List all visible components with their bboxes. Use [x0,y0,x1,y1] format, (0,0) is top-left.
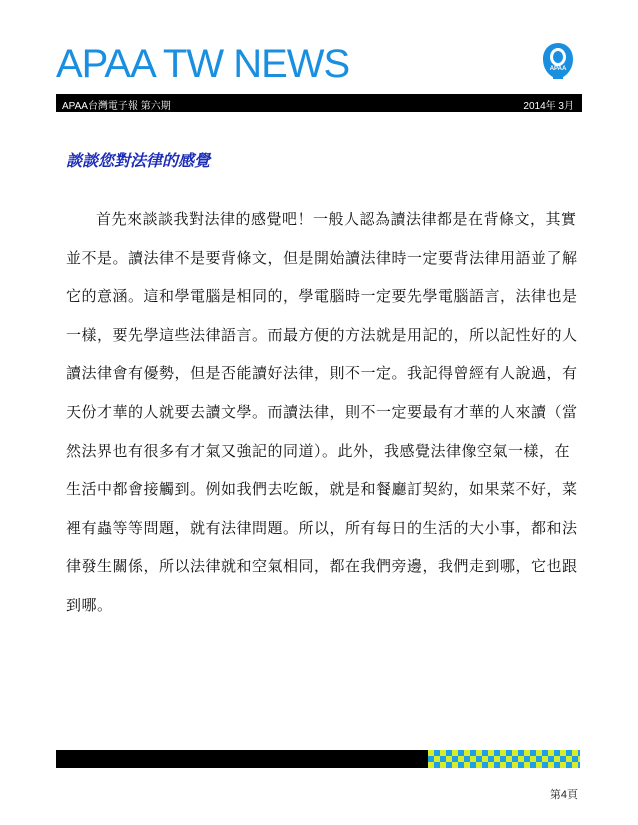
footer-bar [56,750,428,768]
issue-label: APAA台灣電子報 第六期 [62,101,171,112]
masthead-title: APAA TW NEWS [56,42,350,86]
article-title: 談談您對法律的感覺 [66,151,211,170]
footer-checker-pattern [428,750,580,768]
article-body: 首先來談談我對法律的感覺吧！一般人認為讀法律都是在背條文，其實並不是。讀法律不是要背條文，但是開始讀法律時一定要背法律用語並了解它的意涵。這和學電腦是相同的，學電腦時一定要先學電腦語言，法律也是一樣，要先學這些法律語言。而最方便的方法就是用記的，所以記性好的人讀法律會有優勢，但是否能讀好法律，則不一定。我記得曾經有人說過，有天份才華的人就要去讀文學。而讀法律，則不一定要最有才華的人來讀（當然法界也有很多有才氣又強記的同道）。此外，我感覺法律像空氣一樣，在生活中都會接觸到。例如我們去吃飯，就是和餐廳訂契約，如果菜不好，菜裡有蟲等等問題，就有法律問題。所以，所有每日的生活的大小事，都和法律發生關係，所以法律就和空氣相同，都在我們旁邊，我們走到哪，它也跟到哪。 [66,210,578,614]
issue-date: 2014年 3月 [523,101,574,112]
apaa-logo-icon [541,42,575,80]
logo-text: APAA [549,66,567,72]
page-number: 第4頁 [549,789,578,801]
header-bar [56,94,582,112]
